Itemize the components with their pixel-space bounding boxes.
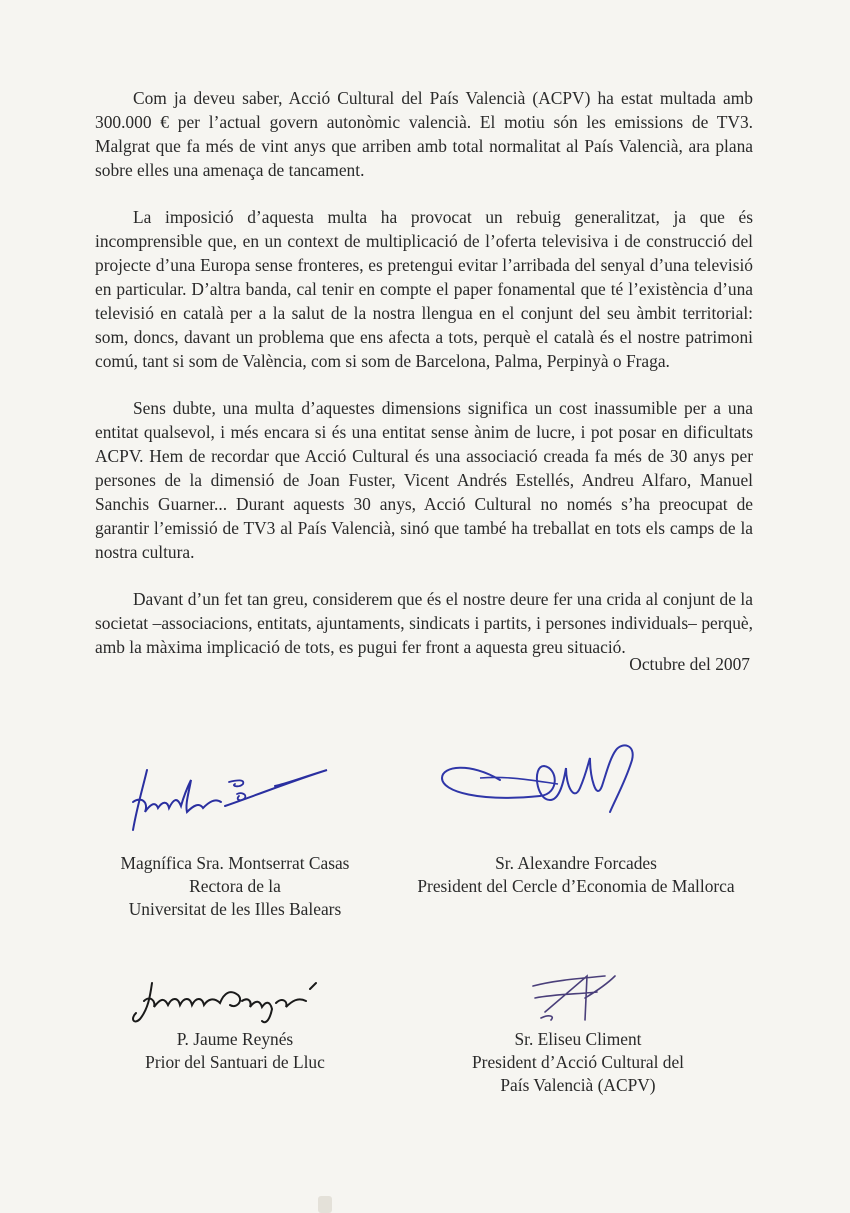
signatory-title: Rectora de la xyxy=(189,876,281,896)
signatory-title: Universitat de les Illes Balears xyxy=(128,899,342,919)
signatory-title: President del Cercle d’Economia de Mallorca xyxy=(417,876,735,896)
paragraph-1: Com ja deveu saber, Acció Cultural del País Valencià (ACPV) ha estat multada amb 300.000 € per l’actual govern autonòmic valencià. El motiu són les emissions de TV3. Malgrat que fa més de vint anys que arriben amb total normalitat al País Valencià, ara plana sobre elles una amenaça de tancament. xyxy=(95,88,753,180)
letter-date: Octubre del 2007 xyxy=(629,654,750,674)
signatory-name: P. Jaume Reynés xyxy=(176,1029,294,1049)
signatory-name: Sr. Eliseu Climent xyxy=(514,1029,642,1049)
paper-mark xyxy=(318,1196,332,1213)
signatory-title: President d’Acció Cultural del xyxy=(471,1052,685,1072)
signatory-title: Prior del Santuari de Lluc xyxy=(145,1052,325,1072)
signature-forcades xyxy=(440,740,650,820)
signatory-name: Magnífica Sra. Montserrat Casas xyxy=(120,853,350,873)
signatory-climent xyxy=(445,1028,711,1097)
paragraph-2: La imposició d’aquesta multa ha provocat un rebuig generalitzat, ja que és incomprensible que, en un context de multiplicació de l’oferta televisiva i de construcció del projecte d’una Europa sense fronteres, es pretengui evitar l’arribada del senyal d’una televisió en particular. D’altra banda, cal tenir en compte el paper fonamental que té l’existència d’una televisió en català per a la salut de la nostra llengua en el conjunt del seu àmbit territorial: som, doncs, davant un problema que ens afecta a tots, perquè el català és el nostre patrimoni comú, tant si som de València, com si som de Barcelona, Palma, Perpinyà o Fraga. xyxy=(95,207,753,371)
paragraph-4: Davant d’un fet tan greu, considerem que és el nostre deure fer una crida al conjunt de la societat –associacions, entitats, ajuntaments, sindicats i partits, i persones individuals– perquè, amb la màxima implicació de tots, es pugui fer front a aquesta greu situació. xyxy=(95,589,753,657)
letter-body xyxy=(95,86,753,682)
signature-casas xyxy=(125,762,335,837)
signatory-casas xyxy=(105,852,365,921)
signatory-title: País Valencià (ACPV) xyxy=(500,1075,656,1095)
signatory-name: Sr. Alexandre Forcades xyxy=(495,853,657,873)
paragraph-3: Sens dubte, una multa d’aquestes dimensions significa un cost inassumible per a una entitat qualsevol, i més encara si és una entitat sense ànim de lucre, i pot posar en dificultats ACPV. Hem de recordar que Acció Cultural és una associació creada fa més de 30 anys per persones de la dimensió de Joan Fuster, Vicent Andrés Estellés, Andreu Alfaro, Manuel Sanchis Guarner... Durant aquests 30 anys, Acció Cultural no només s’ha preocupat de garantir l’emissió de TV3 al País Valencià, sinó que també ha treballat en tots els camps de la nostra cultura. xyxy=(95,398,753,562)
signatory-reynes xyxy=(110,1028,360,1074)
signatory-forcades xyxy=(398,852,754,898)
signature-reynes xyxy=(130,975,330,1030)
signature-climent xyxy=(525,972,635,1024)
